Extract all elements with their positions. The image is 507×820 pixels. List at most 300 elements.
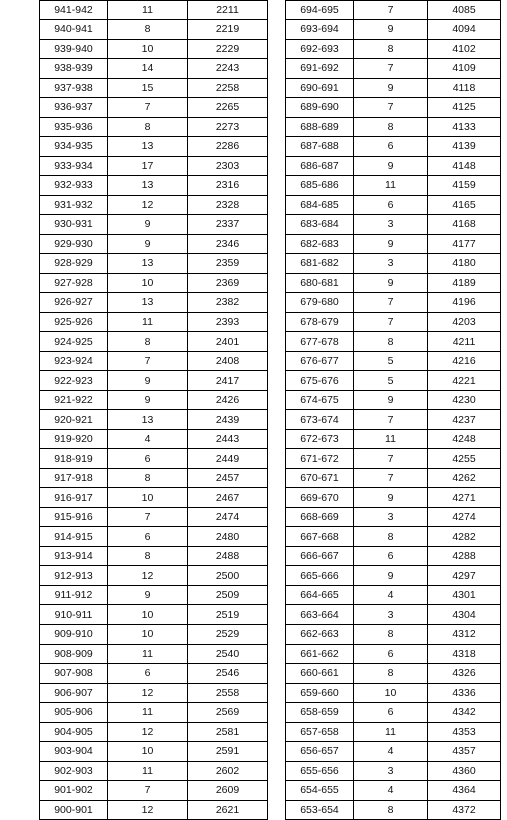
count-cell: 9 (108, 234, 188, 254)
count-cell: 10 (108, 605, 188, 625)
score-range-cell: 914-915 (40, 527, 108, 547)
cumulative-cell: 4336 (428, 683, 501, 703)
table-row (286, 781, 501, 801)
table-row (40, 254, 268, 274)
cumulative-cell: 2316 (188, 176, 268, 196)
cumulative-cell: 4357 (428, 742, 501, 762)
cumulative-cell: 2591 (188, 742, 268, 762)
score-range-cell: 663-664 (286, 605, 354, 625)
score-range-cell: 912-913 (40, 566, 108, 586)
score-range-cell: 671-672 (286, 449, 354, 469)
table-row (40, 59, 268, 79)
table-row (286, 371, 501, 391)
count-cell: 7 (354, 312, 428, 332)
count-cell: 6 (108, 664, 188, 684)
cumulative-cell: 2211 (188, 0, 268, 20)
cumulative-cell: 4364 (428, 781, 501, 801)
count-cell: 9 (354, 390, 428, 410)
cumulative-cell: 4165 (428, 195, 501, 215)
count-cell: 3 (354, 605, 428, 625)
cumulative-cell: 4221 (428, 371, 501, 391)
score-range-cell: 925-926 (40, 312, 108, 332)
score-range-cell: 665-666 (286, 566, 354, 586)
cumulative-cell: 2426 (188, 390, 268, 410)
score-range-cell: 661-662 (286, 644, 354, 664)
table-row (286, 761, 501, 781)
count-cell: 11 (354, 429, 428, 449)
table-row (286, 215, 501, 235)
table-row (286, 20, 501, 40)
cumulative-cell: 2488 (188, 546, 268, 566)
cumulative-cell: 2401 (188, 332, 268, 352)
count-cell: 3 (354, 507, 428, 527)
count-cell: 9 (354, 78, 428, 98)
table-row (40, 703, 268, 723)
cumulative-cell: 2474 (188, 507, 268, 527)
cumulative-cell: 2467 (188, 488, 268, 508)
count-cell: 4 (108, 429, 188, 449)
count-cell: 13 (108, 293, 188, 313)
cumulative-cell: 4177 (428, 234, 501, 254)
score-range-cell: 931-932 (40, 195, 108, 215)
score-range-cell: 938-939 (40, 59, 108, 79)
count-cell: 10 (108, 488, 188, 508)
table-row (286, 78, 501, 98)
cumulative-cell: 2229 (188, 39, 268, 59)
score-range-cell: 909-910 (40, 625, 108, 645)
table-row (40, 722, 268, 742)
cumulative-cell: 4180 (428, 254, 501, 274)
count-cell: 8 (354, 117, 428, 137)
table-row (40, 98, 268, 118)
count-cell: 9 (354, 156, 428, 176)
table-row (40, 117, 268, 137)
score-range-cell: 693-694 (286, 20, 354, 40)
cumulative-cell: 2408 (188, 351, 268, 371)
score-range-cell: 679-680 (286, 293, 354, 313)
table-row (286, 800, 501, 820)
table-row (286, 137, 501, 157)
cumulative-cell: 4255 (428, 449, 501, 469)
count-cell: 6 (354, 546, 428, 566)
count-cell: 6 (354, 644, 428, 664)
score-range-cell: 685-686 (286, 176, 354, 196)
cumulative-cell: 2509 (188, 585, 268, 605)
count-cell: 9 (108, 585, 188, 605)
table-row (40, 605, 268, 625)
cumulative-cell: 4312 (428, 625, 501, 645)
table-row (40, 137, 268, 157)
count-cell: 7 (354, 410, 428, 430)
score-range-cell: 929-930 (40, 234, 108, 254)
cumulative-cell: 4159 (428, 176, 501, 196)
count-cell: 10 (108, 742, 188, 762)
score-range-cell: 933-934 (40, 156, 108, 176)
score-range-cell: 666-667 (286, 546, 354, 566)
table-row (40, 781, 268, 801)
count-cell: 6 (108, 449, 188, 469)
score-range-cell: 930-931 (40, 215, 108, 235)
cumulative-cell: 2443 (188, 429, 268, 449)
table-body (40, 0, 268, 820)
count-cell: 4 (354, 585, 428, 605)
table-row (286, 254, 501, 274)
table-row (40, 761, 268, 781)
cumulative-cell: 2382 (188, 293, 268, 313)
table-row (286, 39, 501, 59)
count-cell: 8 (108, 117, 188, 137)
table-row (286, 351, 501, 371)
table-row (40, 429, 268, 449)
count-cell: 11 (354, 176, 428, 196)
table-row (40, 800, 268, 820)
count-cell: 8 (108, 20, 188, 40)
cumulative-cell: 2621 (188, 800, 268, 820)
score-range-cell: 940-941 (40, 20, 108, 40)
count-cell: 7 (354, 293, 428, 313)
cumulative-cell: 2303 (188, 156, 268, 176)
table-row (40, 234, 268, 254)
count-cell: 9 (354, 566, 428, 586)
count-cell: 9 (354, 273, 428, 293)
count-cell: 3 (354, 215, 428, 235)
score-range-cell: 673-674 (286, 410, 354, 430)
cumulative-cell: 2258 (188, 78, 268, 98)
table-row (286, 585, 501, 605)
count-cell: 7 (108, 507, 188, 527)
score-range-cell: 908-909 (40, 644, 108, 664)
count-cell: 11 (354, 722, 428, 742)
table-row (40, 625, 268, 645)
score-range-cell: 928-929 (40, 254, 108, 274)
count-cell: 6 (354, 137, 428, 157)
table-row (40, 390, 268, 410)
table-row (286, 98, 501, 118)
table-row (286, 546, 501, 566)
cumulative-cell: 2219 (188, 20, 268, 40)
count-cell: 3 (354, 761, 428, 781)
table-row (40, 527, 268, 547)
cumulative-cell: 4125 (428, 98, 501, 118)
table-row (40, 546, 268, 566)
score-range-cell: 920-921 (40, 410, 108, 430)
score-range-cell: 658-659 (286, 703, 354, 723)
cumulative-cell: 2480 (188, 527, 268, 547)
count-cell: 6 (354, 703, 428, 723)
cumulative-cell: 2609 (188, 781, 268, 801)
score-range-cell: 668-669 (286, 507, 354, 527)
table-row (286, 176, 501, 196)
cumulative-cell: 2273 (188, 117, 268, 137)
cumulative-cell: 4094 (428, 20, 501, 40)
count-cell: 3 (354, 254, 428, 274)
score-range-cell: 681-682 (286, 254, 354, 274)
table-row (286, 156, 501, 176)
cumulative-cell: 4318 (428, 644, 501, 664)
score-range-cell: 678-679 (286, 312, 354, 332)
count-cell: 8 (354, 332, 428, 352)
cumulative-cell: 4085 (428, 0, 501, 20)
table-row (40, 683, 268, 703)
score-range-cell: 906-907 (40, 683, 108, 703)
score-range-cell: 911-912 (40, 585, 108, 605)
count-cell: 11 (108, 761, 188, 781)
count-cell: 7 (354, 0, 428, 20)
cumulative-cell: 4109 (428, 59, 501, 79)
cumulative-cell: 2337 (188, 215, 268, 235)
score-range-cell: 939-940 (40, 39, 108, 59)
score-range-cell: 934-935 (40, 137, 108, 157)
count-cell: 12 (108, 722, 188, 742)
score-range-cell: 905-906 (40, 703, 108, 723)
score-range-cell: 903-904 (40, 742, 108, 762)
table-row (40, 293, 268, 313)
table-row (40, 215, 268, 235)
cumulative-cell: 2602 (188, 761, 268, 781)
count-cell: 4 (354, 781, 428, 801)
count-cell: 8 (108, 468, 188, 488)
count-cell: 9 (108, 371, 188, 391)
table-row (286, 390, 501, 410)
table-row (40, 742, 268, 762)
table-row (40, 195, 268, 215)
table-row (286, 410, 501, 430)
score-range-cell: 660-661 (286, 664, 354, 684)
table-row (286, 429, 501, 449)
table-row (40, 312, 268, 332)
score-range-cell: 680-681 (286, 273, 354, 293)
score-range-cell: 910-911 (40, 605, 108, 625)
count-cell: 15 (108, 78, 188, 98)
cumulative-cell: 2540 (188, 644, 268, 664)
cumulative-cell: 2581 (188, 722, 268, 742)
table-row (286, 722, 501, 742)
count-cell: 12 (108, 195, 188, 215)
cumulative-cell: 4262 (428, 468, 501, 488)
count-cell: 12 (108, 800, 188, 820)
table-row (286, 468, 501, 488)
score-range-cell: 683-684 (286, 215, 354, 235)
table-row (40, 273, 268, 293)
cumulative-cell: 4196 (428, 293, 501, 313)
cumulative-cell: 2546 (188, 664, 268, 684)
score-range-cell: 918-919 (40, 449, 108, 469)
table-row (286, 566, 501, 586)
table-row (286, 683, 501, 703)
cumulative-cell: 4230 (428, 390, 501, 410)
table-row (286, 59, 501, 79)
table-row (40, 20, 268, 40)
cumulative-cell: 2243 (188, 59, 268, 79)
cumulative-cell: 2500 (188, 566, 268, 586)
count-cell: 11 (108, 703, 188, 723)
table-row (40, 410, 268, 430)
cumulative-cell: 2265 (188, 98, 268, 118)
cumulative-cell: 2529 (188, 625, 268, 645)
count-cell: 8 (354, 39, 428, 59)
count-cell: 8 (108, 546, 188, 566)
cumulative-cell: 2359 (188, 254, 268, 274)
table-row (40, 566, 268, 586)
count-cell: 8 (108, 332, 188, 352)
score-range-cell: 923-924 (40, 351, 108, 371)
cumulative-cell: 2558 (188, 683, 268, 703)
count-cell: 8 (354, 625, 428, 645)
score-range-cell: 902-903 (40, 761, 108, 781)
score-table-right (285, 0, 501, 820)
count-cell: 5 (354, 351, 428, 371)
count-cell: 7 (108, 98, 188, 118)
count-cell: 13 (108, 254, 188, 274)
score-range-cell: 927-928 (40, 273, 108, 293)
score-range-cell: 657-658 (286, 722, 354, 742)
table-row (286, 332, 501, 352)
table-row (286, 488, 501, 508)
count-cell: 10 (108, 625, 188, 645)
score-range-cell: 674-675 (286, 390, 354, 410)
cumulative-cell: 4282 (428, 527, 501, 547)
count-cell: 9 (108, 390, 188, 410)
table-row (286, 664, 501, 684)
score-range-cell: 921-922 (40, 390, 108, 410)
table-row (286, 527, 501, 547)
count-cell: 10 (108, 39, 188, 59)
count-cell: 12 (108, 566, 188, 586)
score-range-cell: 917-918 (40, 468, 108, 488)
cumulative-cell: 2457 (188, 468, 268, 488)
cumulative-cell: 4372 (428, 800, 501, 820)
score-range-cell: 692-693 (286, 39, 354, 59)
score-range-cell: 901-902 (40, 781, 108, 801)
table-row (286, 293, 501, 313)
score-range-cell: 913-914 (40, 546, 108, 566)
count-cell: 7 (354, 59, 428, 79)
score-range-cell: 916-917 (40, 488, 108, 508)
table-row (40, 78, 268, 98)
count-cell: 12 (108, 683, 188, 703)
count-cell: 13 (108, 176, 188, 196)
cumulative-cell: 4118 (428, 78, 501, 98)
count-cell: 5 (354, 371, 428, 391)
cumulative-cell: 4237 (428, 410, 501, 430)
score-range-cell: 922-923 (40, 371, 108, 391)
table-row (286, 0, 501, 20)
table-row (40, 507, 268, 527)
cumulative-cell: 4216 (428, 351, 501, 371)
table-row (40, 644, 268, 664)
count-cell: 8 (354, 664, 428, 684)
score-range-cell: 907-908 (40, 664, 108, 684)
count-cell: 13 (108, 137, 188, 157)
cumulative-cell: 4353 (428, 722, 501, 742)
score-range-cell: 937-938 (40, 78, 108, 98)
cumulative-cell: 4297 (428, 566, 501, 586)
score-range-cell: 662-663 (286, 625, 354, 645)
count-cell: 7 (354, 468, 428, 488)
score-range-cell: 676-677 (286, 351, 354, 371)
table-row (40, 449, 268, 469)
score-range-cell: 919-920 (40, 429, 108, 449)
score-range-cell: 677-678 (286, 332, 354, 352)
cumulative-cell: 2439 (188, 410, 268, 430)
cumulative-cell: 4139 (428, 137, 501, 157)
score-range-cell: 924-925 (40, 332, 108, 352)
score-range-cell: 659-660 (286, 683, 354, 703)
count-cell: 10 (108, 273, 188, 293)
score-range-cell: 900-901 (40, 800, 108, 820)
count-cell: 17 (108, 156, 188, 176)
count-cell: 7 (354, 98, 428, 118)
score-range-cell: 667-668 (286, 527, 354, 547)
table-row (286, 234, 501, 254)
score-range-cell: 686-687 (286, 156, 354, 176)
table-row (40, 351, 268, 371)
cumulative-cell: 2328 (188, 195, 268, 215)
cumulative-cell: 2519 (188, 605, 268, 625)
cumulative-cell: 4271 (428, 488, 501, 508)
score-range-cell: 935-936 (40, 117, 108, 137)
table-body (286, 0, 501, 820)
count-cell: 13 (108, 410, 188, 430)
score-range-cell: 682-683 (286, 234, 354, 254)
table-row (286, 449, 501, 469)
count-cell: 11 (108, 312, 188, 332)
table-row (40, 664, 268, 684)
cumulative-cell: 2449 (188, 449, 268, 469)
cumulative-cell: 4248 (428, 429, 501, 449)
score-range-cell: 941-942 (40, 0, 108, 20)
table-row (286, 625, 501, 645)
count-cell: 14 (108, 59, 188, 79)
cumulative-cell: 2393 (188, 312, 268, 332)
table-row (286, 703, 501, 723)
table-row (286, 605, 501, 625)
cumulative-cell: 2417 (188, 371, 268, 391)
score-range-cell: 672-673 (286, 429, 354, 449)
score-range-cell: 675-676 (286, 371, 354, 391)
score-range-cell: 653-654 (286, 800, 354, 820)
count-cell: 6 (354, 195, 428, 215)
table-row (40, 39, 268, 59)
cumulative-cell: 4203 (428, 312, 501, 332)
count-cell: 6 (108, 527, 188, 547)
table-row (286, 507, 501, 527)
table-row (40, 468, 268, 488)
table-row (286, 742, 501, 762)
score-range-cell: 669-670 (286, 488, 354, 508)
score-range-cell: 655-656 (286, 761, 354, 781)
score-range-cell: 904-905 (40, 722, 108, 742)
count-cell: 7 (354, 449, 428, 469)
table-row (40, 332, 268, 352)
score-range-cell: 915-916 (40, 507, 108, 527)
count-cell: 11 (108, 644, 188, 664)
table-row (40, 0, 268, 20)
count-cell: 8 (354, 527, 428, 547)
cumulative-cell: 4168 (428, 215, 501, 235)
cumulative-cell: 4342 (428, 703, 501, 723)
table-row (40, 156, 268, 176)
table-row (286, 273, 501, 293)
score-range-cell: 689-690 (286, 98, 354, 118)
score-range-cell: 932-933 (40, 176, 108, 196)
score-range-cell: 684-685 (286, 195, 354, 215)
cumulative-cell: 4274 (428, 507, 501, 527)
cumulative-cell: 2569 (188, 703, 268, 723)
score-range-cell: 691-692 (286, 59, 354, 79)
score-range-cell: 688-689 (286, 117, 354, 137)
cumulative-cell: 2346 (188, 234, 268, 254)
